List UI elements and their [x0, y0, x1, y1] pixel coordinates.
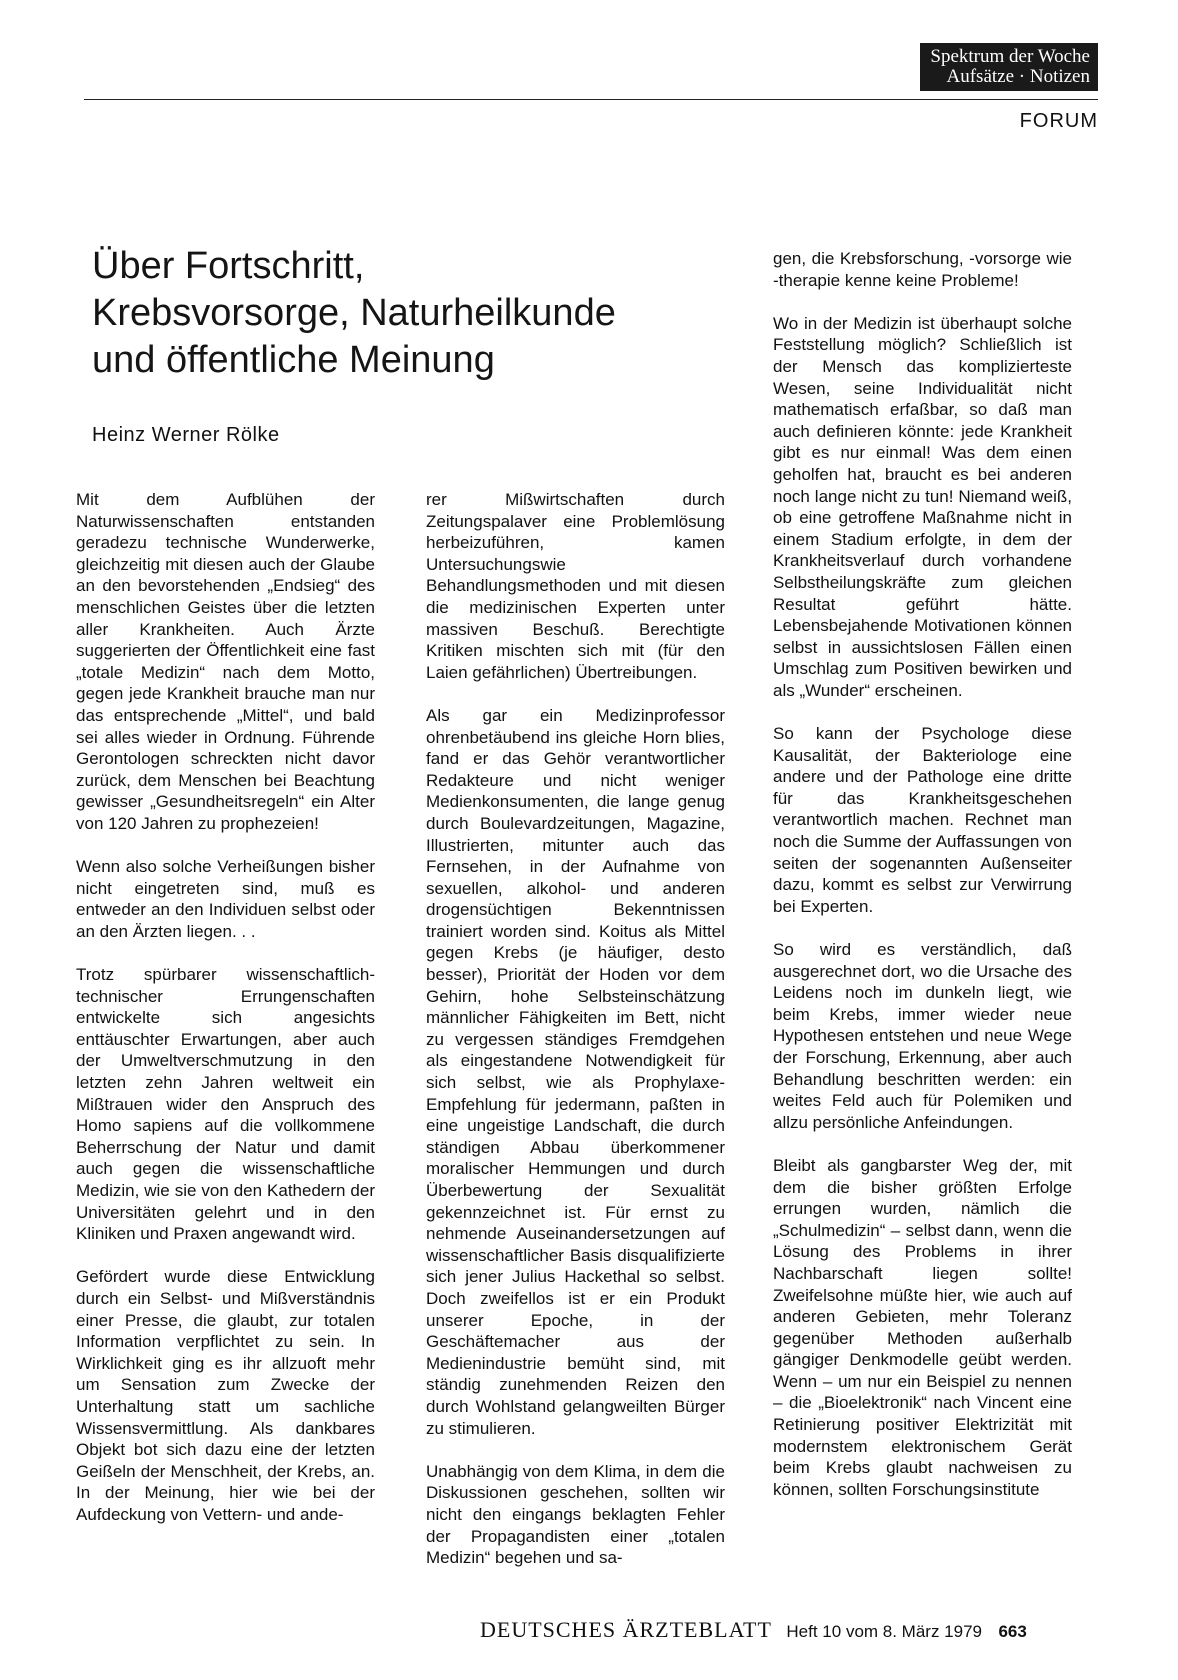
- text-column-2: [426, 489, 725, 1590]
- page-number: 663: [998, 1622, 1027, 1641]
- title-line: Krebsvorsorge, Naturheilkunde: [92, 292, 616, 334]
- paragraph: gen, die Krebsforschung, -vorsorge wie -therapie kenne keine Probleme!: [773, 249, 1072, 290]
- journal-name: DEUTSCHES ÄRZTEBLATT: [480, 1617, 772, 1642]
- paragraph: Unabhängig von dem Klima, in dem die Diskussionen geschehen, sollten wir nicht den eingangs beklagten Fehler der Propagandisten einer „totalen Medizin“ begehen und sa-: [426, 1461, 725, 1568]
- article-title: [92, 243, 712, 384]
- paragraph: Bleibt als gangbarster Weg der, mit dem die bisher größten Erfolge errungen wurden, nämlich die „Schulmedizin“ – selbst dann, wenn die Lösung des Problems in ihrer Nachbarschaft liegen sollte! Zweifelsohne müßte hier, wie auch auf anderen Gebieten, mehr Toleranz gegenüber Methoden außerhalb gängiger Denkmodelle geübt werden. Wenn – um nur ein Beispiel zu nennen – die „Bioelektronik“ nach Vincent eine Retinierung positiver Elektrizität mit modernstem elektronischem Gerät beim Krebs glaubt nachweisen zu können, sollten Forschungsinstitute: [773, 1155, 1072, 1499]
- paragraph: Als gar ein Medizinprofessor ohrenbetäubend ins gleiche Horn blies, fand er das Gehör verantwortlicher Redakteure und nicht weniger Medienkonsumenten, die lange genug durch Boulevardzeitungen, Magazine, Illustrierten, mitunter auch das Fernsehen, in der Aufnahme von sexuellen, alkohol- und anderen drogensüchtigen Bekenntnissen trainiert worden sind. Koitus als Mittel gegen Krebs (je häufiger, desto besser), Priorität der Hoden vor dem Gehirn, hohe Selbsteinschätzung männlicher Fähigkeiten im Bett, nicht zu vergessen ständiges Fremdgehen als eingestandene Notwendigkeit für sich selbst, wie als Prophylaxe-Empfehlung für jedermann, paßten in eine ungeistige Landschaft, die durch ständigen Abbau überkommener moralischer Hemmungen und durch Überbewertung der Sexualität gekennzeichnet ist. Für ernst zu nehmende Auseinandersetzungen auf wissenschaftlicher Basis disqualifizierte sich jener Julius Hackethal so selbst. Doch zweifellos ist er ein Produkt unserer Epoche, in der Geschäftemacher aus der Medienindustrie bemüht sind, mit ständig zunehmenden Reizen den durch Wohlstand gelangweilten Bürger zu stimulieren.: [426, 705, 725, 1438]
- paragraph: Wo in der Medizin ist überhaupt solche Feststellung möglich? Schließlich ist der Mensch das komplizierteste Wesen, seine Individualität nicht mathematisch erfaßbar, so daß man auch definieren könnte: jede Krankheit gibt es nur einmal! Was dem einen geholfen hat, braucht es bei anderen noch lange nicht zu tun! Niemand weiß, ob eine getroffene Maßnahme nicht in einem Stadium erfolgte, in dem der Krankheitsverlauf durch vorhandene Selbstheilungskräfte zum gleichen Resultat geführt hätte. Lebensbejahende Motivationen können selbst in aussichtslosen Fällen einen Umschlag zum Positiven bewirken und als „Wunder“ erscheinen.: [773, 313, 1072, 700]
- paragraph: So wird es verständlich, daß ausgerechnet dort, wo die Ursache des Leidens noch im dunkeln liegt, wie beim Krebs, immer wieder neue Hypothesen entstehen und neue Wege der Forschung, Erkennung, aber auch Behandlung beschritten werden: ein weites Feld auch für Polemiken und allzu persönliche Anfeindungen.: [773, 940, 1072, 1132]
- text-column-1: [76, 489, 375, 1547]
- header-box: [920, 43, 1098, 91]
- author: Heinz Werner Rölke: [92, 424, 280, 446]
- paragraph: So kann der Psychologe diese Kausalität, der Bakteriologe eine andere und der Pathologe eine dritte für das Krankheitsgeschehen verantwortlich machen. Rechnet man noch die Summe der Auffassungen von seiten der sogenannten Außenseiter dazu, kommt es selbst zur Verwirrung bei Experten.: [773, 724, 1072, 916]
- paragraph: Mit dem Aufblühen der Naturwissenschaften entstanden geradezu technische Wunderwerke, gleichzeitig mit diesen auch der Glaube an den bevorstehenden „Endsieg“ des menschlichen Geistes über die letzten aller Krankheiten. Auch Ärzte suggerierten der Öffentlichkeit eine fast „totale Medizin“ nach dem Motto, gegen jede Krankheit brauche man nur das entsprechende „Mittel“, und bald sei alles wieder in Ordnung. Führende Gerontologen schreckten nicht davor zurück, dem Menschen bei Beachtung gewisser „Gesundheitsregeln“ ein Alter von 120 Jahren zu prophezeien!: [76, 490, 375, 833]
- footer: [480, 1617, 1027, 1643]
- paragraph: Trotz spürbarer wissenschaftlich-technischer Errungenschaften entwickelte sich angesichts enttäuschter Erwartungen, aber auch der Umweltverschmutzung in den letzten zehn Jahren weltweit ein Mißtrauen wider den Anspruch des Homo sapiens auf die vollkommene Beherrschung der Natur und damit auch gegen die wissenschaftliche Medizin, wie sie von den Kathedern der Universitäten gelehrt und in den Kliniken und Praxen angewandt wird.: [76, 965, 375, 1244]
- header-line-2: Aufsätze · Notizen: [946, 66, 1090, 87]
- title-line: Über Fortschritt,: [92, 245, 365, 287]
- text-column-3: [773, 248, 1072, 1522]
- header-rule: [84, 99, 1098, 100]
- paragraph: Gefördert wurde diese Entwicklung durch ein Selbst- und Mißverständnis einer Presse, die glaubt, zur totalen Information verpflichtet zu sein. In Wirklichkeit ging es ihr allzuoft mehr um Sensation zum Zwecke der Unterhaltung statt um sachliche Wissensvermittlung. Als dankbares Objekt bot sich dazu eine der letzten Geißeln der Menschheit, der Krebs, an. In der Meinung, hier wie bei der Aufdeckung von Vettern- und ande-: [76, 1267, 375, 1524]
- header-line-1: Spektrum der Woche: [930, 46, 1090, 67]
- paragraph: Wenn also solche Verheißungen bisher nicht eingetreten sind, muß es entweder an den Individuen selbst oder an den Ärzten liegen. . .: [76, 857, 375, 941]
- section-label: FORUM: [1019, 110, 1098, 132]
- title-line: und öffentliche Meinung: [92, 339, 495, 381]
- paragraph: rer Mißwirtschaften durch Zeitungspalaver eine Problemlösung herbeizuführen, kamen Untersuchungswie Behandlungsmethoden und mit diesen die medizinischen Experten unter massiven Beschuß. Berechtigte Kritiken mischten sich mit (für den Laien gefährlichen) Übertreibungen.: [426, 490, 725, 682]
- issue-info: Heft 10 vom 8. März 1979: [786, 1622, 982, 1641]
